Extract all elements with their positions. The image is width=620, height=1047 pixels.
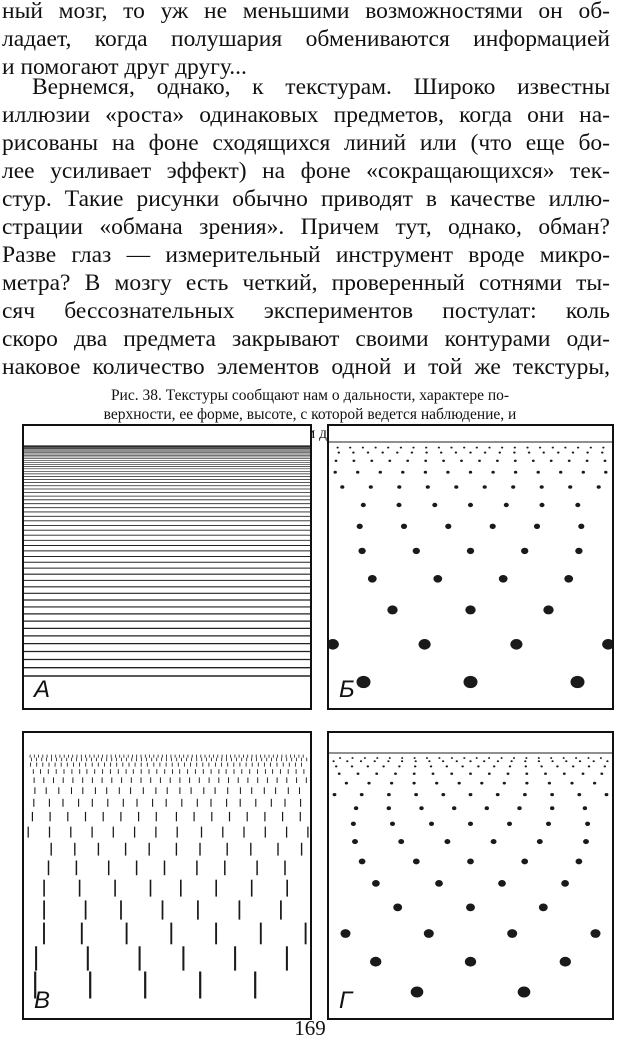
texture-dot	[587, 757, 589, 759]
text-line: метра? В мозгу есть четкий, проверенный сотнями ты-	[2, 270, 610, 296]
texture-dot	[606, 760, 608, 762]
texture-dot	[568, 460, 571, 462]
texture-dot	[561, 880, 569, 887]
texture-dot	[564, 447, 566, 449]
texture-dot	[411, 987, 424, 998]
texture-dot	[382, 765, 385, 767]
texture-dot	[333, 793, 337, 796]
texture-dot	[329, 639, 339, 650]
texture-dot	[351, 822, 356, 826]
texture-dot	[397, 485, 401, 489]
texture-dot	[425, 447, 427, 449]
texture-dot	[411, 452, 413, 454]
texture-dot	[362, 447, 364, 449]
texture-dot	[601, 452, 603, 454]
texture-dot	[575, 503, 580, 507]
texture-dot	[345, 782, 348, 785]
texture-dot	[544, 772, 547, 774]
texture-dot	[590, 929, 600, 938]
texture-dot	[358, 548, 365, 554]
texture-dot	[438, 447, 440, 449]
texture-dot	[455, 452, 457, 454]
texture-dot	[442, 760, 444, 762]
texture-dot	[501, 757, 503, 759]
texture-dot	[349, 447, 351, 449]
texture-dot	[485, 806, 489, 810]
text-line: ладает, когда полушария обмениваются информацией	[2, 26, 610, 52]
texture-dot	[564, 575, 573, 583]
texture-dot	[419, 806, 423, 810]
texture-dot	[369, 485, 373, 489]
texture-dot	[375, 772, 378, 774]
panel-label-g: Г	[339, 987, 353, 1014]
texture-dot	[551, 760, 553, 762]
texture-dot	[507, 929, 517, 938]
texture-dot	[465, 957, 476, 967]
texture-dot	[582, 471, 585, 474]
texture-dot	[550, 757, 552, 759]
texture-dot	[550, 793, 554, 796]
text-line: лее усиливает эффект) на фоне «сокращающихся» тек-	[2, 158, 610, 184]
texture-dot	[364, 757, 366, 759]
texture-dot	[490, 524, 496, 529]
texture-dot	[387, 806, 391, 810]
text-line: страции «обмана зрения». Причем тут, однако, обман?	[2, 214, 610, 240]
texture-dot	[483, 485, 487, 489]
text-line: рисованы на фоне сходящихся линий или (что еще бо-	[2, 130, 610, 156]
texture-dot	[360, 760, 362, 762]
text-line: Вернемся, однако, к текстурам. Широко известны	[32, 74, 610, 100]
texture-dot	[424, 460, 427, 462]
texture-dot	[510, 760, 512, 762]
texture-dot	[354, 806, 358, 810]
texture-dot	[425, 452, 427, 454]
figure-panel-b	[327, 424, 614, 710]
texture-dot	[559, 471, 562, 474]
texture-dot	[514, 460, 517, 462]
texture-dot	[454, 485, 458, 489]
vertical-dashes-texture	[24, 733, 310, 1018]
texture-dot	[376, 757, 378, 759]
texture-dot	[575, 757, 577, 759]
texture-dot	[477, 765, 480, 767]
texture-dot	[445, 524, 451, 529]
texture-dot	[413, 858, 420, 864]
panel-label-a: А	[34, 676, 51, 703]
texture-dot	[466, 904, 475, 912]
page-number: 169	[294, 1016, 326, 1040]
texture-dot	[538, 760, 540, 762]
texture-dot	[351, 757, 353, 759]
texture-dot	[359, 858, 366, 864]
texture-dot	[370, 957, 381, 967]
texture-dot	[346, 760, 348, 762]
texture-dot	[593, 760, 595, 762]
texture-dot	[467, 858, 474, 864]
texture-dot	[388, 460, 391, 462]
texture-dot	[332, 760, 334, 762]
texture-dot	[450, 772, 453, 774]
texture-dot	[605, 793, 609, 796]
texture-dot	[488, 447, 490, 449]
texture-dot	[496, 460, 499, 462]
texture-dot	[570, 782, 573, 785]
texture-dot	[588, 765, 591, 767]
texture-dot	[338, 452, 340, 454]
texture-dot	[463, 757, 465, 759]
texture-dot	[396, 503, 401, 507]
texture-dot	[339, 757, 341, 759]
texture-dot	[582, 772, 585, 774]
texture-dot	[532, 460, 535, 462]
texture-dot	[352, 839, 358, 844]
texture-dot	[412, 447, 414, 449]
caption-line: верхности, ее форме, высоте, с которой ведется наблюдение, и	[103, 406, 517, 423]
dot-grid-texture	[329, 426, 612, 708]
texture-dot	[525, 782, 528, 785]
texture-dot	[517, 806, 521, 810]
text-line: иллюзии «роста» одинаковых предметов, когда они на-	[2, 102, 610, 128]
figure-panel-a	[22, 424, 312, 710]
texture-dot	[372, 880, 380, 887]
texture-dot	[575, 548, 582, 554]
texture-dot	[552, 447, 554, 449]
texture-dot	[400, 447, 402, 449]
texture-dot	[452, 806, 456, 810]
texture-dot	[469, 760, 471, 762]
texture-dot	[557, 452, 559, 454]
texture-dot	[367, 765, 370, 767]
texture-dot	[534, 524, 540, 529]
texture-dot	[496, 793, 500, 796]
texture-dot	[602, 447, 604, 449]
texture-dot	[503, 782, 506, 785]
texture-dot	[414, 757, 416, 759]
texture-dot	[435, 880, 443, 887]
texture-dot	[367, 782, 370, 785]
texture-dot	[398, 765, 401, 767]
texture-dot	[577, 793, 581, 796]
texture-dot	[483, 760, 485, 762]
texture-dot	[526, 447, 528, 449]
texture-dot	[521, 858, 528, 864]
texture-dot	[550, 460, 553, 462]
texture-dot	[390, 782, 393, 785]
texture-dot	[583, 839, 589, 844]
texture-dot	[504, 503, 509, 507]
texture-dot	[521, 548, 528, 554]
texture-dot	[572, 765, 575, 767]
texture-dot	[335, 460, 338, 462]
texture-dot	[528, 452, 530, 454]
texture-dot	[463, 676, 477, 688]
text-line: сяч бессознательных экспериментов постулат: коль	[2, 298, 610, 324]
texture-dot	[585, 822, 590, 826]
texture-dot	[370, 460, 373, 462]
texture-dot	[451, 757, 453, 759]
texture-dot	[406, 460, 409, 462]
texture-dot	[469, 793, 473, 796]
texture-dot	[543, 452, 545, 454]
texture-dot	[468, 822, 473, 826]
texture-dot	[357, 524, 363, 529]
texture-dot	[579, 760, 581, 762]
texture-dot	[576, 858, 583, 864]
texture-dot	[413, 772, 416, 774]
texture-dot	[604, 460, 607, 462]
texture-dot	[469, 452, 471, 454]
texture-dot	[513, 757, 515, 759]
texture-dot	[337, 447, 339, 449]
texture-dot	[586, 452, 588, 454]
texture-dot	[450, 447, 452, 449]
texture-dot	[360, 793, 364, 796]
texture-dot	[382, 452, 384, 454]
texture-dot	[556, 765, 559, 767]
texture-dot	[491, 839, 497, 844]
texture-dot	[469, 772, 472, 774]
text-line: скоро два предмета закрывают своими контурами оди-	[2, 326, 610, 352]
texture-dot	[538, 757, 540, 759]
texture-dot	[394, 772, 397, 774]
texture-dot	[498, 880, 506, 887]
texture-dot	[563, 757, 565, 759]
caption-line: Рис. 38. Текстуры сообщают нам о дальности, характере по-	[110, 387, 510, 404]
texture-dot	[590, 447, 592, 449]
texture-dot	[393, 904, 402, 912]
texture-dot	[597, 485, 601, 489]
texture-dot	[539, 447, 541, 449]
texture-dot	[338, 772, 341, 774]
texture-dot	[507, 772, 510, 774]
texture-dot	[499, 452, 501, 454]
texture-dot	[432, 503, 437, 507]
texture-dot	[460, 460, 463, 462]
texture-dot	[537, 471, 540, 474]
texture-dot	[438, 757, 440, 759]
texture-dot	[540, 485, 544, 489]
texture-dot	[442, 460, 445, 462]
texture-dot	[469, 471, 472, 474]
texture-dot	[414, 765, 417, 767]
texture-dot	[465, 605, 475, 614]
texture-dot	[428, 760, 430, 762]
texture-dot	[563, 772, 566, 774]
texture-dot	[511, 485, 515, 489]
dense-dot-grid-texture	[329, 733, 612, 1018]
panel-label-v: В	[34, 987, 51, 1014]
texture-dot	[415, 760, 417, 762]
texture-dot	[513, 452, 515, 454]
texture-dot	[387, 793, 391, 796]
texture-dot	[351, 765, 354, 767]
texture-dot	[543, 605, 553, 614]
texture-dot	[478, 460, 481, 462]
texture-dot	[424, 929, 434, 938]
texture-dot	[518, 987, 531, 998]
texture-dot	[413, 548, 420, 554]
texture-dot	[537, 839, 543, 844]
texture-dot	[401, 760, 403, 762]
texture-dot	[491, 471, 494, 474]
texture-dot	[572, 452, 574, 454]
texture-dot	[578, 524, 584, 529]
texture-dot	[488, 757, 490, 759]
texture-dot	[499, 575, 508, 583]
texture-dot	[468, 503, 473, 507]
texture-dot	[600, 772, 603, 774]
texture-dot	[501, 447, 503, 449]
texture-dot	[476, 447, 478, 449]
texture-dot	[593, 782, 596, 785]
texture-dot	[546, 822, 551, 826]
panel-label-b: Б	[339, 676, 355, 703]
texture-dot	[440, 452, 442, 454]
texture-dot	[387, 447, 389, 449]
texture-dot	[484, 452, 486, 454]
texture-dot	[401, 757, 403, 759]
text-line: наковое количество элементов одной и той же текстуры,	[2, 354, 610, 380]
texture-dot	[352, 460, 355, 462]
texture-dot	[539, 503, 544, 507]
texture-dot	[493, 765, 496, 767]
texture-dot	[525, 772, 528, 774]
texture-dot	[514, 447, 516, 449]
texture-dot	[480, 782, 483, 785]
texture-dot	[577, 447, 579, 449]
texture-dot	[401, 471, 404, 474]
texture-dot	[424, 471, 427, 474]
text-line: стур. Такие рисунки обычно приводят в качестве иллю-	[2, 186, 610, 212]
texture-dot	[361, 503, 366, 507]
texture-dot	[389, 757, 391, 759]
texture-dot	[497, 760, 499, 762]
texture-dot	[429, 822, 434, 826]
texture-dot	[356, 471, 359, 474]
texture-dot	[509, 765, 512, 767]
texture-dot	[433, 575, 442, 583]
texture-dot	[398, 839, 404, 844]
texture-dot	[340, 929, 350, 938]
texture-dot	[426, 757, 428, 759]
texture-dot	[604, 765, 607, 767]
texture-dot	[444, 839, 450, 844]
texture-dot	[548, 782, 551, 785]
texture-dot	[390, 822, 395, 826]
text-line: Разве глаз — измерительный инструмент вроде микро-	[2, 242, 610, 268]
texture-dot	[387, 760, 389, 762]
texture-dot	[419, 639, 431, 650]
texture-dot	[604, 471, 607, 474]
texture-dot	[367, 452, 369, 454]
texture-dot	[335, 765, 338, 767]
texture-dot	[446, 471, 449, 474]
texture-dot	[435, 782, 438, 785]
text-line: и помогают друг другу...	[2, 54, 247, 80]
texture-dot	[510, 639, 522, 650]
texture-dot	[586, 460, 589, 462]
texture-dot	[375, 447, 377, 449]
texture-dot	[507, 822, 512, 826]
horizontal-lines-texture	[24, 426, 310, 708]
texture-dot	[441, 793, 445, 796]
texture-dot	[458, 782, 461, 785]
texture-dot	[602, 639, 612, 650]
texture-dot	[340, 485, 344, 489]
texture-dot	[560, 957, 571, 967]
texture-dot	[387, 605, 397, 614]
texture-dot	[461, 765, 464, 767]
texture-dot	[446, 765, 449, 767]
texture-dot	[565, 760, 567, 762]
texture-dot	[583, 806, 587, 810]
texture-dot	[540, 765, 543, 767]
texture-dot	[379, 471, 382, 474]
texture-dot	[357, 772, 360, 774]
figure-panel-g	[327, 731, 614, 1020]
texture-dot	[334, 471, 337, 474]
texture-dot	[412, 782, 415, 785]
texture-dot	[456, 760, 458, 762]
texture-dot	[476, 757, 478, 759]
texture-dot	[467, 548, 474, 554]
texture-dot	[523, 793, 527, 796]
texture-dot	[525, 765, 528, 767]
texture-dot	[368, 575, 377, 583]
texture-dot	[524, 760, 526, 762]
figure-panel-v	[22, 731, 312, 1020]
texture-dot	[374, 760, 376, 762]
texture-dot	[352, 452, 354, 454]
texture-dot	[430, 765, 433, 767]
texture-dot	[356, 676, 370, 688]
texture-dot	[525, 757, 527, 759]
texture-dot	[396, 452, 398, 454]
texture-dot	[401, 524, 407, 529]
texture-dot	[539, 904, 548, 912]
texture-dot	[463, 447, 465, 449]
texture-dot	[414, 793, 418, 796]
texture-dot	[426, 485, 430, 489]
texture-dot	[488, 772, 491, 774]
texture-dot	[570, 676, 584, 688]
text-line: ный мозг, то уж не меньшими возможностями он об-	[2, 0, 610, 24]
texture-dot	[600, 757, 602, 759]
texture-dot	[514, 471, 517, 474]
texture-dot	[550, 806, 554, 810]
texture-dot	[568, 485, 572, 489]
texture-dot	[432, 772, 435, 774]
